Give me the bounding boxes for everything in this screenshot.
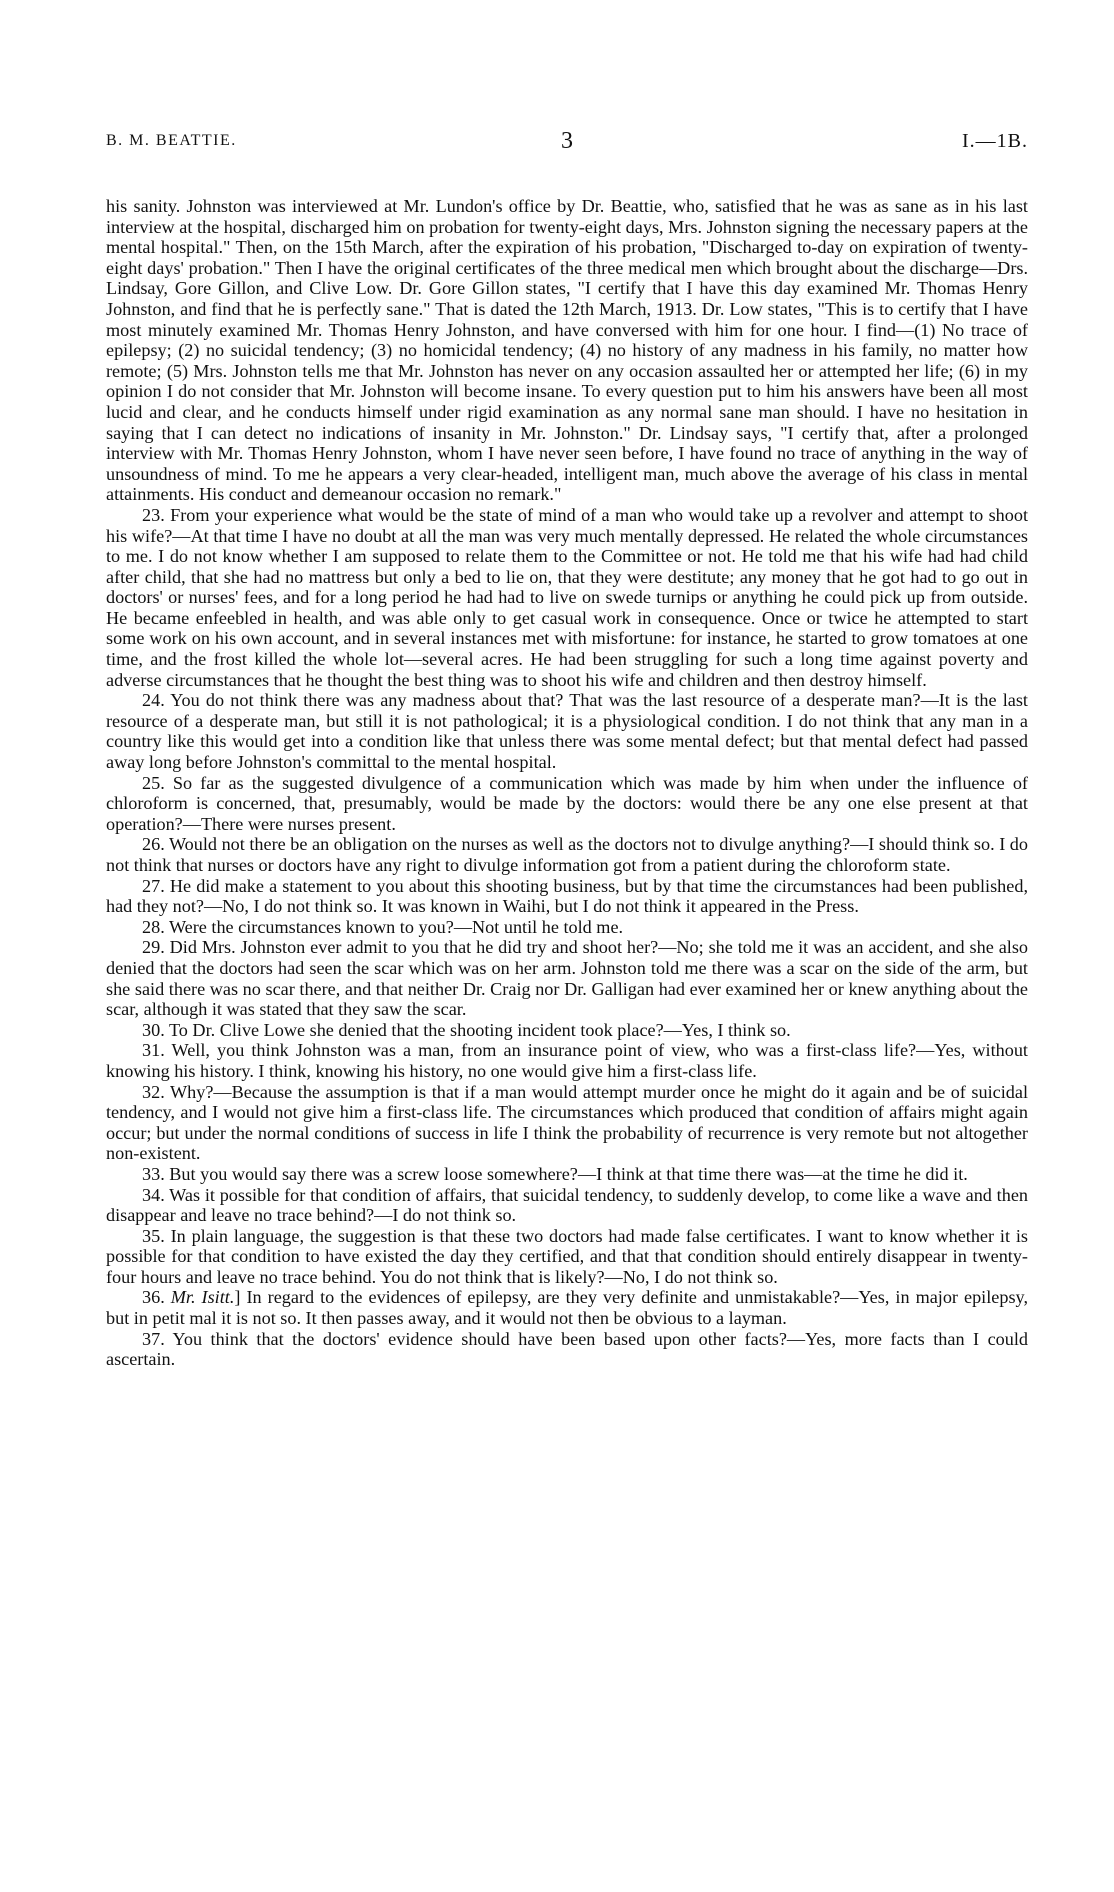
question-29: 29. Did Mrs. Johnston ever admit to you that he did try and shoot her?—No; she told me it was an accident, and she also denied that the doctors had seen the scar which was on her arm. Johnston told me there was a scar on the side of the arm, but she said there was no scar there, and that neither Dr. Craig nor Dr. Galligan had ever examined her or knew anything about the scar, although it was stated that they saw the scar. <box>106 937 1028 1020</box>
question-26: 26. Would not there be an obligation on the nurses as well as the doctors not to divulge anything?—I should think so. I do not think that nurses or doctors have any right to divulge information got from a patient during the chloroform state. <box>106 834 1028 875</box>
question-32: 32. Why?—Because the assumption is that if a man would attempt murder once he might do it again and be of suicidal tendency, and I would not give him a first-class life. The circumstances which produced that condition of affairs might again occur; but under the normal conditions of success in life I think the probability of recurrence is very remote but not altogether non-existent. <box>106 1081 1028 1164</box>
header-document-ref: I.—1B. <box>962 130 1028 152</box>
question-23: 23. From your experience what would be the state of mind of a man who would take up a revolver and attempt to shoot his wife?—At that time I have no doubt at all the man was very much mentally depressed. He related the whole circumstances to me. I do not know whether I am supposed to relate them to the Committee or not. He told me that his wife had had child after child, that she had no mattress but only a bed to lie on, that they were destitute; any money that he got had to go out in doctors' or nurses' fees, and for a long period he had had to live on swede turnips or anything he could pick up from outside. He became enfeebled in health, and was able only to get casual work in consequence. Once or twice he attempted to start some work on his own account, and in several instances met with misfortune: for instance, he started to grow tomatoes at one time, and the frost killed the whole lot—several acres. He had been struggling for such a long time against poverty and adverse circumstances that he thought the best thing was to shoot his wife and children and then destroy himself. <box>106 504 1028 690</box>
question-36: 36. Mr. Isitt.] In regard to the evidences of epilepsy, are they very definite and unmistakable?—Yes, in major epilepsy, but in petit mal it is not so. It then passes away, and it would not then be obvious to a layman. <box>106 1287 1028 1329</box>
question-35: 35. In plain language, the suggestion is that these two doctors had made false certificates. I want to know whether it is possible for that condition to have existed the day they certified, and that that condition should entirely disappear in twenty-four hours and leave no trace behind. You do not think that is likely?—No, I do not think so. <box>106 1225 1028 1287</box>
speaker-name: Mr. Isitt. <box>170 1287 235 1308</box>
question-37: 37. You think that the doctors' evidence should have been based upon other facts?—Yes, more facts than I could ascertain. <box>106 1328 1028 1370</box>
paragraph-continuation: his sanity. Johnston was interviewed at Mr. Lundon's office by Dr. Beattie, who, satisfied that he was as sane as in his last interview at the hospital, discharged him on probation for twenty-eight days, Mrs. Johnston signing the necessary papers at the mental hospital." Then, on the 15th March, after the expiration of his probation, "Discharged to-day on expiration of twenty-eight days' probation." Then I have the original certificates of the three medical men which brought about the discharge—Drs. Lindsay, Gore Gillon, and Clive Low. Dr. Gore Gillon states, "I certify that I have this day examined Mr. Thomas Henry Johnston, and find that he is perfectly sane." That is dated the 12th March, 1913. Dr. Low states, "This is to certify that I have most minutely examined Mr. Thomas Henry Johnston, and have conversed with him for one hour. I find—(1) No trace of epilepsy; (2) no suicidal tendency; (3) no homicidal tendency; (4) no history of any madness in his family, no matter how remote; (5) Mrs. Johnston tells me that Mr. Johnston has never on any occasion assaulted her or attempted her life; (6) in my opinion I do not consider that Mr. Johnston will become insane. To every question put to him his answers have been all most lucid and clear, and he conducts himself under rigid examination as any normal sane man should. I have no hesitation in saying that I can detect no indications of insanity in Mr. Johnston." Dr. Lindsay says, "I certify that, after a prolonged interview with Mr. Thomas Henry Johnston, whom I have never seen before, I have found no trace of anything in the way of unsoundness of mind. To me he appears a very clear-headed, intelligent man, much above the average of his class in mental attainments. His conduct and demeanour occasion no remark." <box>106 196 1028 505</box>
question-28: 28. Were the circumstances known to you?—Not until he told me. <box>142 916 624 937</box>
question-27: 27. He did make a statement to you about this shooting business, but by that time the circumstances had been published, had they not?—No, I do not think so. It was known in Waihi, but I do not think it appeared in the Press. <box>106 875 1028 917</box>
question-34: 34. Was it possible for that condition of affairs, that suicidal tendency, to suddenly develop, to come like a wave and then disappear and leave no trace behind?—I do not think so. <box>106 1184 1028 1226</box>
document-body <box>106 196 1028 1370</box>
question-33: 33. But you would say there was a screw loose somewhere?—I think at that time there was—at the time he did it. <box>142 1163 968 1184</box>
page-number: 3 <box>561 128 573 154</box>
question-30: 30. To Dr. Clive Lowe she denied that the shooting incident took place?—Yes, I think so. <box>142 1019 791 1040</box>
question-31: 31. Well, you think Johnston was a man, from an insurance point of view, who was a first-class life?—Yes, without knowing his history. I think, knowing his history, no one would give him a first-class life. <box>106 1040 1028 1081</box>
question-25: 25. So far as the suggested divulgence of a communication which was made by him when under the influence of chloroform is concerned, that, presumably, would be made by the doctors: would there be any one else present at that operation?—There were nurses present. <box>106 772 1028 834</box>
question-text: In regard to the evidences of epilepsy, are they very definite and unmistakable?—Yes, in major epilepsy, but in petit mal it is not so. It then passes away, and it would not then be obvious to a layman. <box>106 1287 1028 1329</box>
question-number: 36. <box>142 1287 165 1308</box>
header-witness-name: B. M. BEATTIE. <box>106 132 237 149</box>
page-header <box>106 130 1028 158</box>
question-24: 24. You do not think there was any madness about that? That was the last resource of a desperate man?—It is the last resource of a desperate man, but still it is not pathological; it is a physiological condition. I do not think that any man in a country like this would get into a condition like that unless there was some mental defect; but that mental defect had passed away long before Johnston's committal to the mental hospital. <box>106 690 1028 773</box>
